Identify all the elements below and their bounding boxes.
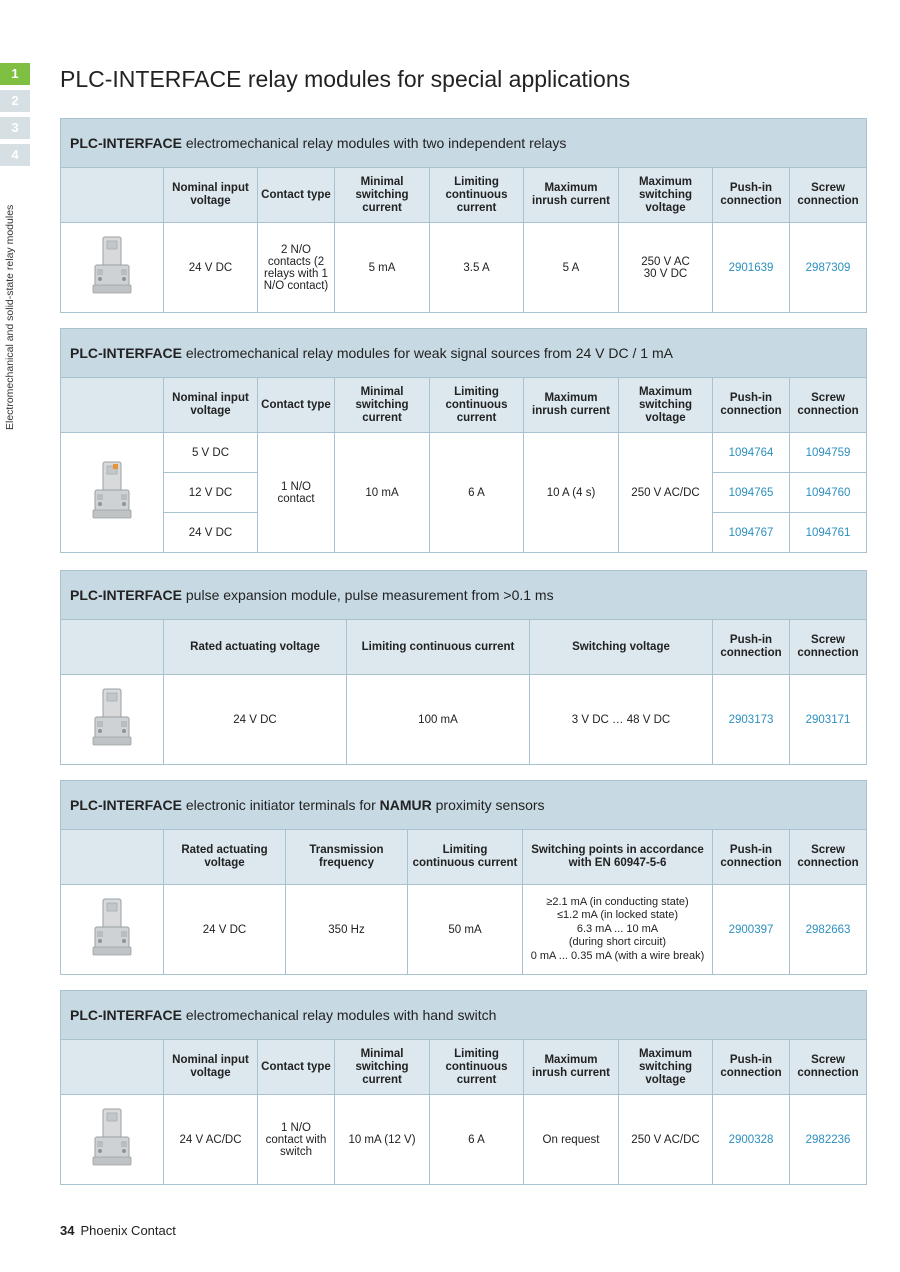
cell-voltage: 24 V DC — [164, 675, 347, 765]
table-row — [61, 433, 867, 473]
cell-voltage: 24 V DC — [164, 513, 258, 553]
order-code-screw[interactable]: 2982236 — [790, 1095, 867, 1185]
product-image — [61, 885, 164, 975]
section-weak-signal-sources — [60, 328, 866, 553]
order-code-screw[interactable]: 2987309 — [790, 223, 867, 313]
page-title: PLC-INTERFACE relay modules for special applications — [60, 66, 631, 92]
section-title: PLC-INTERFACE electromechanical relay modules with hand switch — [61, 991, 867, 1040]
cell-voltage: 24 V DC — [164, 885, 286, 975]
cell-voltage: 5 V DC — [164, 433, 258, 473]
header-blank — [61, 168, 164, 223]
cell-min-current: 10 mA — [335, 433, 430, 553]
brand-name: Phoenix Contact — [80, 1223, 176, 1238]
chapter-tab-4[interactable]: 4 — [0, 144, 30, 166]
header-blank — [61, 378, 164, 433]
header-rated-actuating-voltage: Rated actuating voltage — [164, 620, 347, 675]
table-row — [61, 1095, 867, 1185]
header-screw-connection: Screw connection — [790, 378, 867, 433]
header-contact-type: Contact type — [258, 378, 335, 433]
section-title: PLC-INTERFACE electromechanical relay modules for weak signal sources from 24 V DC / 1 mA — [61, 329, 867, 378]
header-push-in-connection: Push-in connection — [713, 620, 790, 675]
cell-current: 50 mA — [408, 885, 523, 975]
cell-min-current: 10 mA (12 V) — [335, 1095, 430, 1185]
cell-contact: 1 N/O contact with switch — [258, 1095, 335, 1185]
header-maximum-inrush-current: Maximum inrush current — [524, 378, 619, 433]
header-nominal-input-voltage: Nominal input voltage — [164, 378, 258, 433]
header-minimal-switching-current: Minimal switching current — [335, 378, 430, 433]
header-switching-voltage: Switching voltage — [530, 620, 713, 675]
header-contact-type: Contact type — [258, 1040, 335, 1095]
header-nominal-input-voltage: Nominal input voltage — [164, 168, 258, 223]
header-push-in-connection: Push-in connection — [713, 830, 790, 885]
header-push-in-connection: Push-in connection — [713, 378, 790, 433]
order-code-push-in[interactable]: 1094765 — [713, 473, 790, 513]
chapter-tab-1[interactable]: 1 — [0, 63, 30, 85]
header-nominal-input-voltage: Nominal input voltage — [164, 1040, 258, 1095]
order-code-push-in[interactable]: 1094764 — [713, 433, 790, 473]
header-push-in-connection: Push-in connection — [713, 168, 790, 223]
header-limiting-continuous-current: Limiting continuous current — [408, 830, 523, 885]
product-image — [61, 433, 164, 553]
cell-inrush: On request — [524, 1095, 619, 1185]
order-code-screw[interactable]: 2982663 — [790, 885, 867, 975]
order-code-screw[interactable]: 1094760 — [790, 473, 867, 513]
header-blank — [61, 1040, 164, 1095]
header-maximum-switching-voltage: Maximum switching voltage — [619, 1040, 713, 1095]
page-number: 34 — [60, 1223, 75, 1238]
header-blank — [61, 620, 164, 675]
chapter-tab-3[interactable]: 3 — [0, 117, 30, 139]
section-two-independent-relays — [60, 118, 866, 313]
order-code-push-in[interactable]: 2900397 — [713, 885, 790, 975]
product-image — [61, 675, 164, 765]
header-screw-connection: Screw connection — [790, 1040, 867, 1095]
cell-limit-current: 6 A — [430, 1095, 524, 1185]
cell-switching-points: ≥2.1 mA (in conducting state) ≤1.2 mA (in locked state) 6.3 mA ... 10 mA (during short circuit) 0 mA ... 0.35 mA (with a wire break) — [523, 885, 713, 975]
chapter-tabs — [0, 63, 30, 171]
header-maximum-inrush-current: Maximum inrush current — [524, 1040, 619, 1095]
product-image — [61, 1095, 164, 1185]
cell-switching-voltage: 250 V AC/DC — [619, 433, 713, 553]
cell-frequency: 350 Hz — [286, 885, 408, 975]
header-maximum-switching-voltage: Maximum switching voltage — [619, 168, 713, 223]
header-limiting-continuous-current: Limiting continuous current — [430, 1040, 524, 1095]
header-limiting-continuous-current: Limiting continuous current — [430, 378, 524, 433]
table-row — [61, 223, 867, 313]
header-maximum-switching-voltage: Maximum switching voltage — [619, 378, 713, 433]
header-switching-points: Switching points in accordance with EN 60947-5-6 — [523, 830, 713, 885]
cell-switching-voltage: 3 V DC … 48 V DC — [530, 675, 713, 765]
table-row — [61, 675, 867, 765]
cell-min-current: 5 mA — [335, 223, 430, 313]
order-code-push-in[interactable]: 2903173 — [713, 675, 790, 765]
header-rated-actuating-voltage: Rated actuating voltage — [164, 830, 286, 885]
order-code-screw[interactable]: 1094761 — [790, 513, 867, 553]
cell-contact: 1 N/O contact — [258, 433, 335, 553]
table-row — [61, 885, 867, 975]
header-push-in-connection: Push-in connection — [713, 1040, 790, 1095]
product-image — [61, 223, 164, 313]
header-minimal-switching-current: Minimal switching current — [335, 1040, 430, 1095]
cell-contact: 2 N/O contacts (2 relays with 1 N/O contact) — [258, 223, 335, 313]
header-maximum-inrush-current: Maximum inrush current — [524, 168, 619, 223]
header-blank — [61, 830, 164, 885]
chapter-tab-2[interactable]: 2 — [0, 90, 30, 112]
cell-limit-current: 6 A — [430, 433, 524, 553]
section-hand-switch — [60, 990, 866, 1185]
cell-voltage: 24 V DC — [164, 223, 258, 313]
order-code-screw[interactable]: 1094759 — [790, 433, 867, 473]
header-limiting-continuous-current: Limiting continuous current — [430, 168, 524, 223]
header-contact-type: Contact type — [258, 168, 335, 223]
order-code-push-in[interactable]: 2900328 — [713, 1095, 790, 1185]
header-transmission-frequency: Transmission frequency — [286, 830, 408, 885]
section-title: PLC-INTERFACE electromechanical relay modules with two independent relays — [61, 119, 867, 168]
page-footer — [60, 1223, 176, 1238]
section-namur-initiator-terminals — [60, 780, 866, 975]
cell-inrush: 10 A (4 s) — [524, 433, 619, 553]
header-screw-connection: Screw connection — [790, 168, 867, 223]
order-code-push-in[interactable]: 1094767 — [713, 513, 790, 553]
header-screw-connection: Screw connection — [790, 830, 867, 885]
cell-switching-voltage: 250 V AC 30 V DC — [619, 223, 713, 313]
cell-inrush: 5 A — [524, 223, 619, 313]
section-title: PLC-INTERFACE pulse expansion module, pulse measurement from >0.1 ms — [61, 571, 867, 620]
order-code-push-in[interactable]: 2901639 — [713, 223, 790, 313]
header-limiting-continuous-current: Limiting continuous current — [347, 620, 530, 675]
cell-voltage: 12 V DC — [164, 473, 258, 513]
side-section-label: Electromechanical and solid-state relay modules — [4, 204, 16, 430]
header-minimal-switching-current: Minimal switching current — [335, 168, 430, 223]
header-screw-connection: Screw connection — [790, 620, 867, 675]
cell-limit-current: 3.5 A — [430, 223, 524, 313]
section-title: PLC-INTERFACE electronic initiator terminals for NAMUR proximity sensors — [61, 781, 867, 830]
order-code-screw[interactable]: 2903171 — [790, 675, 867, 765]
section-pulse-expansion-module — [60, 570, 866, 765]
cell-switching-voltage: 250 V AC/DC — [619, 1095, 713, 1185]
cell-voltage: 24 V AC/DC — [164, 1095, 258, 1185]
cell-current: 100 mA — [347, 675, 530, 765]
